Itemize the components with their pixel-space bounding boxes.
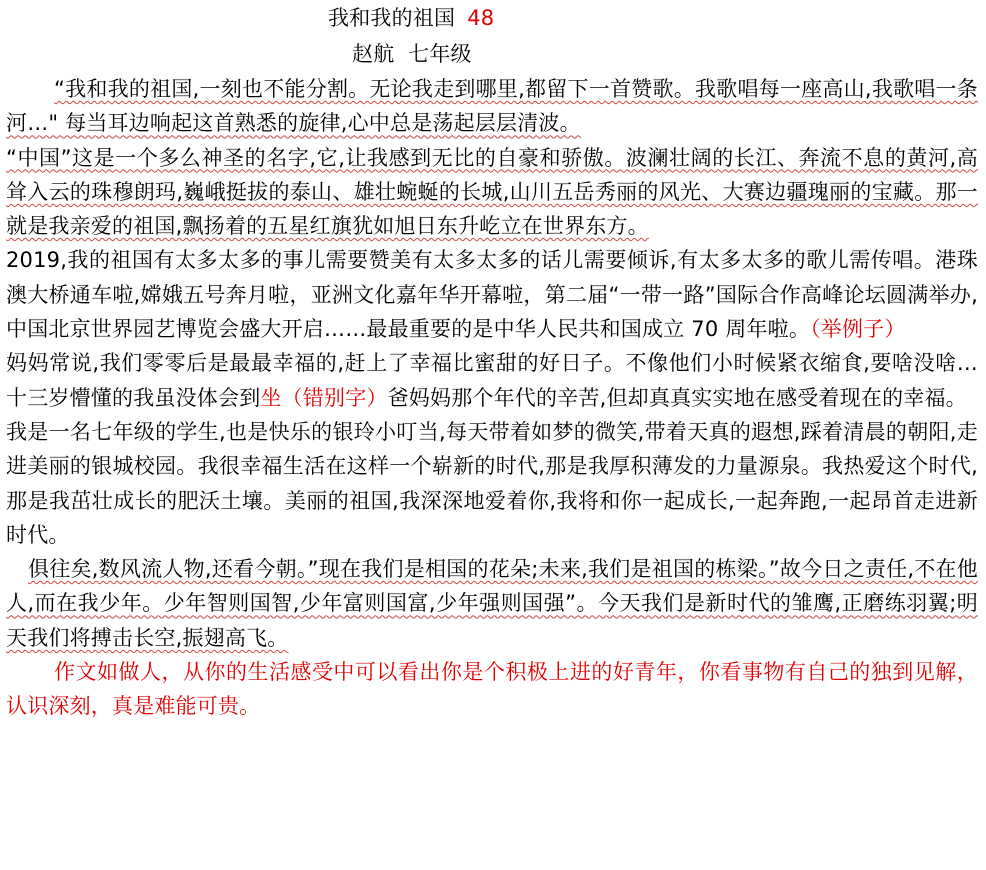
paragraph-3 — [6, 243, 978, 346]
paragraph-4-text-b: 爸妈妈那个年代的辛苦,但却真真实实地在感受着现在的幸福。 — [387, 385, 967, 410]
title-line — [328, 2, 494, 32]
paragraph-1: “我和我的祖国,一刻也不能分割。无论我走到哪里,都留下一首赞歌。我歌唱每一座高山,我歌唱一条河…" 每当耳边响起这首熟悉的旋律,心中总是荡起层层清波。 — [6, 77, 978, 136]
paragraph-3-text: 2019,我的祖国有太多太多的事儿需要赞美有太多太多的话儿需要倾诉,有太多太多的歌儿需传唱。港珠澳大桥通车啦,嫦娥五号奔月啦，亚洲文化嘉年华开幕啦，第二届“一带一路”国际合作高峰论坛圆满举办,中国北京世界园艺博览会盛大开启……最最重要的是中华人民共和国成立 70 周年啦。 — [6, 248, 978, 342]
annotation-example: （举例子） — [810, 317, 906, 342]
teacher-comment: 作文如做人，从你的生活感受中可以看出你是个积极上进的好青年，你看事物有自己的独到见解，认识深刻，真是难能可贵。 — [6, 660, 978, 719]
paragraph-2: “中国”这是一个多么神圣的名字,它,让我感到无比的自豪和骄傲。波澜壮阔的长江、奔流不息的黄河,高耸入云的珠穆朗玛,巍峨挺拔的泰山、雄壮蜿蜒的长城,山川五岳秀丽的风光、大赛边疆瑰丽的宝藏。那一就是我亲爱的祖国,飘扬着的五星红旗犹如旭日东升屹立在世界东方。 — [6, 145, 978, 239]
paragraph-4-text-a: 妈妈常说,我们零零后是最最幸福的,赶上了幸福比蜜甜的好日子。不像他们小时候紧衣缩食,要啥没啥…十三岁懵懂的我虽没体会到 — [6, 351, 978, 410]
paragraph-4 — [6, 346, 978, 415]
author-grade: 赵航 七年级 — [352, 42, 472, 66]
essay-title: 我和我的祖国 — [328, 6, 456, 30]
paragraph-5: 我是一名七年级的学生,也是快乐的银玲小叮当,每天带着如梦的微笑,带着天真的遐想,踩着清晨的朝阳,走进美丽的银城校园。我很幸福生活在这样一个崭新的时代,那是我厚积薄发的力量源泉。我热爱这个时代,那是我茁壮成长的肥沃土壤。美丽的祖国,我深深地爱着你,我将和你一起成长,一起奔跑,一起昂首走进新时代。 — [6, 419, 978, 547]
annotation-typo: 坐（错别字） — [260, 385, 388, 410]
essay-body — [6, 72, 978, 724]
paragraph-6: 俱往矣,数风流人物,还看今朝。”现在我们是相国的花朵;未来,我们是祖国的栋梁。”故今日之责任,不在他人,而在我少年。少年智则国智,少年富则国富,少年强则国强”。今天我们是新时代的雏鹰,正磨练羽翼;明天我们将搏击长空,振翅高飞。 — [6, 557, 978, 650]
score: 48 — [467, 6, 495, 30]
